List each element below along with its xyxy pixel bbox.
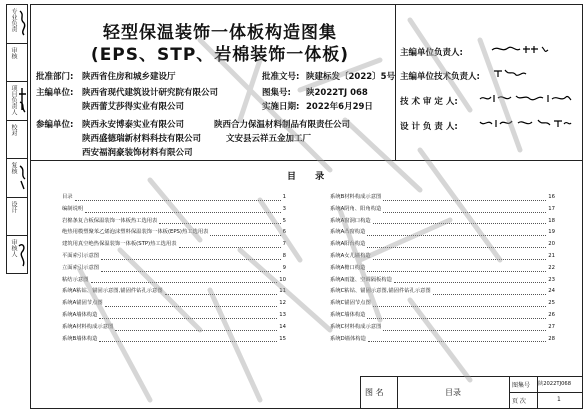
toc-entry[interactable] bbox=[330, 322, 555, 334]
toc-entry-title: 系统A雨篷、空调隔板构造 bbox=[330, 276, 392, 283]
signoff-label: 审核人 bbox=[10, 239, 17, 257]
toc-entry[interactable] bbox=[62, 286, 286, 298]
toc-entry[interactable] bbox=[330, 216, 555, 228]
toc-entry[interactable] bbox=[62, 298, 286, 310]
atlas-label: 图集号: bbox=[262, 88, 291, 98]
toc-entry-page: 1 bbox=[282, 194, 286, 200]
title-block-name-label: 图 名 bbox=[365, 388, 384, 397]
signoff-label: 校对 bbox=[10, 123, 17, 136]
toc-entry-page: 14 bbox=[279, 323, 286, 330]
toc-entry-title: 系统A材料构成示意图 bbox=[62, 323, 114, 330]
toc-entry-title: 系统C粘钻、锚固示意图,锚固件钻孔示意图 bbox=[330, 288, 431, 295]
signature-mark bbox=[492, 68, 528, 78]
toc-entry-title: 粘结示意图 bbox=[62, 276, 89, 283]
participant: 陕西合力保温材料制品有限责任公司 bbox=[214, 120, 351, 130]
signoff-label: 复核 bbox=[10, 162, 17, 174]
atlas-title: 轻型保温装饰一体板构造图集 bbox=[103, 23, 337, 43]
toc-entry[interactable] bbox=[62, 322, 286, 334]
toc-entry-title: 绝热用模塑聚苯乙烯泡沫塑料保温装饰一体板(EPS)热工选用表 bbox=[62, 229, 209, 236]
toc-entry-title: 系统D墙体构造 bbox=[330, 335, 366, 342]
toc-entry-page: 15 bbox=[279, 335, 286, 342]
toc-entry[interactable] bbox=[330, 286, 555, 298]
toc-entry-page: 17 bbox=[548, 205, 555, 212]
toc-entry-page: 18 bbox=[548, 217, 555, 224]
toc-entry-title: 系统A锚固节点图 bbox=[62, 300, 103, 307]
toc-entry[interactable] bbox=[330, 310, 555, 322]
signature-mark bbox=[18, 9, 27, 37]
toc-entry-page: 7 bbox=[282, 241, 286, 248]
date-label: 实施日期: bbox=[262, 102, 300, 112]
toc-entry[interactable] bbox=[62, 192, 286, 204]
toc-entry[interactable] bbox=[62, 216, 286, 228]
dept-value: 陕西省住房和城乡建设厅 bbox=[82, 72, 176, 82]
signoff-cell bbox=[7, 236, 27, 275]
toc-entry[interactable] bbox=[62, 239, 286, 251]
toc-entry[interactable] bbox=[330, 227, 555, 239]
toc-entry-title: 立面索引示意图 bbox=[62, 264, 100, 271]
signoff-label: 项目负责人 bbox=[10, 85, 17, 115]
signature-mark bbox=[18, 240, 27, 268]
toc-entry-page: 11 bbox=[279, 288, 286, 295]
toc-title: 目 录 bbox=[287, 172, 333, 182]
resp-label: 主编单位负责人: bbox=[400, 48, 463, 58]
toc-entry-title: 系统A窗洞口构造 bbox=[330, 217, 371, 224]
toc-entry[interactable] bbox=[330, 334, 555, 346]
toc-entry-page: 21 bbox=[548, 252, 555, 259]
resp-label: 技 术 审 定 人: bbox=[400, 97, 458, 107]
toc-entry-title: 系统A女儿墙构造 bbox=[330, 252, 371, 259]
toc-entry-title: 系统C锚固节点图 bbox=[330, 300, 371, 307]
toc-entry-page: 27 bbox=[548, 323, 555, 330]
toc-entry-page: 22 bbox=[548, 264, 555, 271]
title-block bbox=[360, 376, 583, 409]
title-block-atlas-value: 陕2022TJ068 bbox=[538, 381, 571, 387]
participant: 陕西盛德瑞新材料科技有限公司 bbox=[82, 134, 202, 144]
toc-entry-title: 平面索引示意图 bbox=[62, 252, 100, 259]
toc-entry-page: 9 bbox=[282, 264, 286, 271]
toc-entry-title: 编制说明 bbox=[62, 205, 84, 212]
toc-right-column bbox=[330, 192, 555, 345]
toc-entry[interactable] bbox=[330, 239, 555, 251]
toc-entry[interactable] bbox=[330, 298, 555, 310]
toc-entry-page: 26 bbox=[548, 311, 555, 318]
participant: 西安福润豪装饰材料有限公司 bbox=[82, 148, 193, 158]
signoff-cell bbox=[7, 198, 27, 237]
toc-entry-page: 6 bbox=[282, 229, 286, 236]
toc-entry-page: 24 bbox=[548, 288, 555, 295]
docno-label: 批准文号: bbox=[262, 72, 300, 82]
toc-entry-title: 建筑用真空绝热保温装饰一体板(STP)热工选用表 bbox=[62, 241, 177, 248]
toc-entry-page: 25 bbox=[548, 300, 555, 307]
toc-entry-title: 系统A檐口构造 bbox=[330, 264, 366, 271]
toc-entry-page: 13 bbox=[279, 311, 286, 318]
toc-entry-page: 3 bbox=[282, 205, 286, 212]
signoff-cell bbox=[7, 44, 27, 83]
toc-entry[interactable] bbox=[62, 227, 286, 239]
toc-entry-title: 系统C墙体构造 bbox=[330, 311, 366, 318]
toc-entry[interactable] bbox=[62, 275, 286, 287]
toc-entry-page: 8 bbox=[282, 252, 286, 259]
title-block-atlas-label: 图集号 bbox=[512, 382, 531, 389]
toc-entry[interactable] bbox=[62, 204, 286, 216]
title-block-name-value: 目录 bbox=[445, 388, 461, 397]
signature-mark bbox=[478, 93, 573, 103]
toc-entry-title: 系统B墙体构造 bbox=[62, 335, 98, 342]
toc-entry[interactable] bbox=[62, 334, 286, 346]
toc-entry[interactable] bbox=[330, 204, 555, 216]
toc-entry-page: 19 bbox=[548, 229, 555, 236]
participants-label: 参编单位: bbox=[36, 120, 74, 130]
toc-entry-page: 12 bbox=[279, 300, 286, 307]
toc-entry[interactable] bbox=[330, 251, 555, 263]
signoff-strip bbox=[6, 4, 28, 274]
atlas-value: 陕2022TJ 068 bbox=[306, 88, 368, 98]
signature-mark bbox=[18, 163, 27, 191]
toc-entry-title: 系统A凸窗构造 bbox=[330, 229, 366, 236]
toc-entry[interactable] bbox=[330, 192, 555, 204]
toc-entry[interactable] bbox=[330, 275, 555, 287]
responsible-divider bbox=[395, 4, 396, 160]
signoff-cell bbox=[7, 121, 27, 160]
editor-value-1: 陕西省现代建筑设计研究院有限公司 bbox=[82, 88, 219, 98]
toc-entry-page: 28 bbox=[548, 335, 555, 342]
toc-entry-page: 20 bbox=[548, 241, 555, 248]
resp-label: 主编单位技术负责人: bbox=[400, 72, 480, 82]
participant: 陕西永安博泰实业有限公司 bbox=[82, 120, 185, 130]
signoff-label: 设计 bbox=[10, 200, 17, 213]
signature-mark bbox=[18, 86, 27, 114]
signoff-label: 审核 bbox=[10, 46, 17, 59]
toc-entry-title: 岩棉条复合板保温装饰一体板热工选用表 bbox=[62, 217, 158, 224]
header-divider bbox=[30, 160, 583, 161]
toc-entry-title: 系统A阴角、阳角构造 bbox=[330, 205, 382, 212]
toc-entry[interactable] bbox=[62, 263, 286, 275]
title-block-page-value: 1 bbox=[557, 396, 561, 403]
toc-entry-title: 系统A阳台构造 bbox=[330, 241, 366, 248]
editor-value-2: 陕西蕾艾莎得实业有限公司 bbox=[82, 102, 185, 112]
toc-entry-title: 系统C材料构成示意图 bbox=[330, 323, 382, 330]
dept-label: 批准部门: bbox=[36, 72, 74, 82]
toc-entry[interactable] bbox=[62, 251, 286, 263]
signoff-cell bbox=[7, 159, 27, 198]
toc-entry-page: 23 bbox=[548, 276, 555, 283]
atlas-subtitle: (EPS、STP、岩棉装饰一体板) bbox=[90, 45, 350, 65]
toc-left-column bbox=[62, 192, 286, 345]
participant: 文安县云祥五金加工厂 bbox=[226, 134, 312, 144]
signature-mark bbox=[478, 118, 573, 128]
signoff-label: 专业负责 bbox=[10, 8, 17, 32]
toc-entry-title: 目录 bbox=[62, 194, 73, 200]
editor-label: 主编单位: bbox=[36, 88, 74, 98]
signoff-cell bbox=[7, 82, 27, 121]
toc-entry-title: 系统A粘钻、锚固示意图,锚固件钻孔示意图 bbox=[62, 288, 163, 295]
date-value: 2022年6月29日 bbox=[306, 102, 373, 112]
toc-entry-title: 系统A墙体构造 bbox=[62, 311, 98, 318]
title-block-page-label: 页 次 bbox=[512, 398, 526, 405]
resp-label: 设 计 负 责 人: bbox=[400, 122, 458, 132]
signature-mark bbox=[490, 44, 550, 54]
toc-entry-page: 10 bbox=[279, 276, 286, 283]
toc-entry[interactable] bbox=[62, 310, 286, 322]
docno-value: 陕建标发〔2022〕5号 bbox=[306, 72, 396, 82]
signoff-cell bbox=[7, 5, 27, 44]
toc-entry-page: 5 bbox=[282, 217, 286, 224]
toc-entry[interactable] bbox=[330, 263, 555, 275]
toc-entry-title: 系统B材料构成示意图 bbox=[330, 194, 382, 200]
toc-entry-page: 16 bbox=[548, 194, 555, 200]
